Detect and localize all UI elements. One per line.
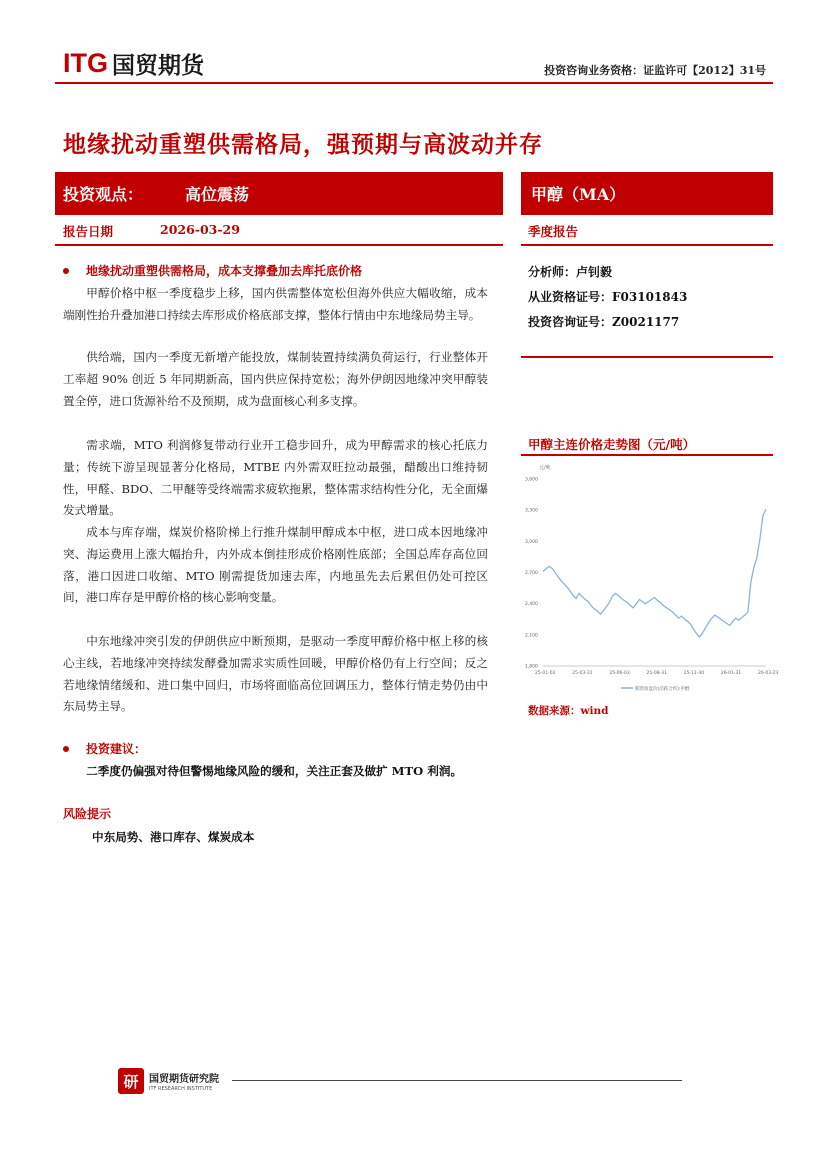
institute-name: 国贸期货研究院: [149, 1074, 219, 1085]
y-tick-label: 3,000: [525, 539, 538, 545]
meta-divider-left: [55, 244, 503, 246]
qualification-value: F03101843: [612, 290, 688, 304]
footer-divider: [232, 1080, 682, 1081]
x-tick-label: 25-06-03: [609, 671, 630, 676]
paragraph-summary: 甲醇价格中枢一季度稳步上移，国内供需整体宽松但海外供应大幅收缩，成本端刚性抬升叠加港口持续去库形成价格底部支撑，整体行情由中东地缘局势主导。: [63, 286, 488, 322]
license-text: 投资咨询业务资格：证监许可【2012】31号: [544, 64, 766, 77]
paragraph-geopolitics: 中东地缘冲突引发的伊朗供应中断预期，是驱动一季度甲醇价格中枢上移的核心主线，若地缘冲突持续发酵叠加需求实质性回暖，甲醇价格仍有上行空间；反之若地缘情绪缓和、进口集中回归，市场将面临高位回调压力，整体行情走势仍由中东局势主导。: [63, 634, 488, 714]
institute-subtitle: ITF RESEARCH INSTITUTE: [149, 1086, 213, 1092]
qualification-label: 从业资格证号：: [528, 290, 613, 304]
analyst-name: [528, 263, 612, 280]
price-chart: [521, 455, 779, 693]
analyst-name-value: 卢钊毅: [576, 265, 613, 279]
chart-unit-label: 元/吨: [539, 465, 551, 471]
logo-itg-text: ITG: [63, 47, 108, 78]
chart-title: 甲醇主连价格走势图（元/吨）: [528, 437, 696, 452]
x-tick-label: 26-03-23: [758, 671, 779, 676]
report-type: 季度报告: [528, 224, 579, 239]
investment-view-value: 高位震荡: [185, 185, 250, 204]
analyst-qualification: [528, 288, 687, 305]
bullet-icon: [63, 746, 69, 752]
y-axis-ticks: [525, 477, 538, 670]
risk-heading: 风险提示: [63, 807, 112, 821]
meta-divider-right: [521, 244, 773, 246]
paragraph-supply: 供给端，国内一季度无新增产能投放，煤制装置持续满负荷运行，行业整体开工率超 90% 创近 5 年同期新高，国内供应保持宽松；海外伊朗因地缘冲突甲醇装置全停，进口货源补给不及预期，成为盘面核心利多支撑。: [63, 350, 488, 408]
analyst-consult: [528, 313, 679, 330]
x-axis-ticks: [535, 670, 779, 676]
y-tick-label: 3,300: [525, 508, 538, 514]
advice-text: 二季度仍偏强对待但警惕地缘风险的缓和，关注正套及做扩 MTO 利润。: [86, 764, 463, 778]
institute-logo-icon: 研: [118, 1068, 144, 1094]
advice-heading: [63, 740, 146, 757]
data-source: 数据来源：wind: [528, 705, 609, 717]
consult-value: Z0021177: [612, 315, 680, 329]
advice-heading-text: 投资建议：: [86, 742, 147, 756]
investment-view-label: 投资观点：: [63, 185, 144, 204]
x-tick-label: 26-01-31: [720, 671, 742, 676]
analyst-divider: [521, 356, 773, 358]
header-divider: [55, 82, 773, 84]
x-tick-label: 25-01-02: [535, 671, 556, 676]
company-logo: [63, 48, 204, 78]
y-tick-label: 2,700: [525, 571, 538, 576]
y-tick-label: 2,400: [525, 602, 538, 608]
risk-items: 中东局势、港口库存、煤炭成本: [92, 830, 255, 844]
x-tick-label: 25-03-31: [572, 671, 593, 676]
series-line-methanol: [543, 509, 766, 637]
analyst-name-label: 分析师：: [528, 265, 577, 279]
consult-label: 投资咨询证号：: [528, 315, 613, 329]
paragraph-demand: 需求端，MTO 利润修复带动行业开工稳步回升，成为甲醇需求的核心托底力量；传统下游呈现显著分化格局，MTBE 内外需双旺拉动最强，醋酸出口维持韧性，甲醛、BDO、二甲醚等受终端需求疲软拖累，整体需求结构性分化，无全面爆发式增量。: [63, 438, 488, 518]
y-tick-label: 3,600: [525, 477, 538, 483]
section-heading: [63, 262, 362, 279]
report-date-label: 报告日期: [63, 224, 114, 239]
logo-cn-text: 国贸期货: [112, 52, 204, 79]
report-date-value: 2026-03-29: [160, 222, 240, 237]
legend-label: 期货收盘价(活跃合约):甲醇: [635, 687, 690, 692]
product-bar: [521, 172, 773, 215]
bullet-icon: [63, 268, 69, 274]
report-headline: 地缘扰动重塑供需格局，强预期与高波动并存: [63, 131, 543, 158]
y-tick-label: 1,800: [525, 664, 538, 670]
x-tick-label: 25-11-30: [683, 671, 705, 676]
x-tick-label: 25-08-31: [646, 671, 667, 676]
section-heading-text: 地缘扰动重塑供需格局，成本支撑叠加去库托底价格: [86, 264, 363, 278]
investment-view-bar: [55, 172, 503, 215]
paragraph-cost-inventory: 成本与库存端，煤炭价格阶梯上行推升煤制甲醇成本中枢，进口成本因地缘冲突、海运费用上涨大幅抬升，内外成本倒挂形成价格刚性底部；全国总库存高位回落，港口因进口收缩、MTO 刚需提货加速去库，内地虽先去后累但仍处可控区间，港口库存是甲醇价格的核心影响变量。: [63, 525, 488, 605]
product-label: 甲醇（MA）: [531, 185, 626, 204]
y-tick-label: 2,100: [525, 633, 538, 639]
